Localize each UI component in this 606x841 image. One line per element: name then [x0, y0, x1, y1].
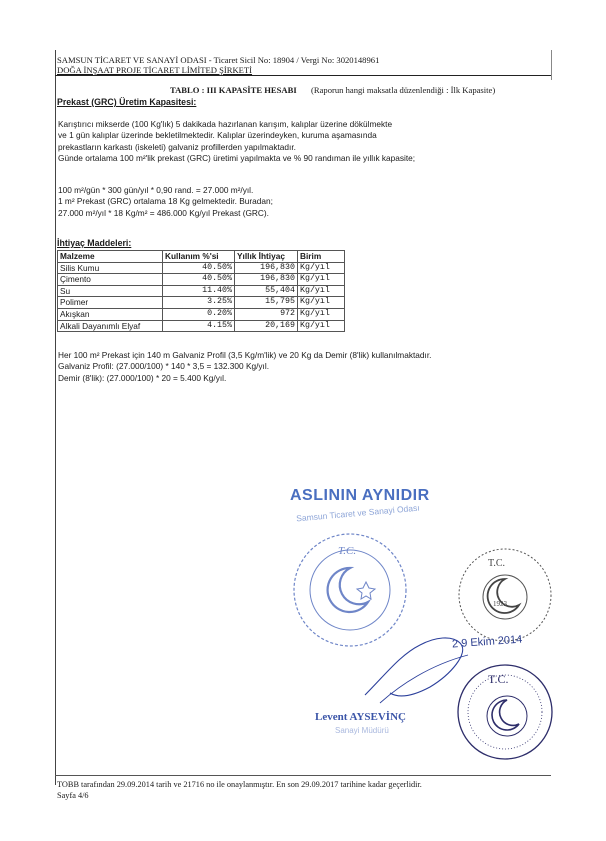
table-cell: 40.50%: [163, 274, 235, 286]
column-header: Birim: [298, 251, 345, 263]
second-seal-tc: T.C.: [488, 672, 509, 686]
aslinin-aynidir-stamp: ASLININ AYNIDIR: [290, 487, 430, 504]
paragraph-line: Galvaniz Profil: (27.000/100) * 140 * 3,5 = 132.300 Kg/yıl.: [58, 361, 270, 372]
left-margin-rule: [55, 50, 56, 785]
table-cell: Akışkan: [58, 308, 163, 320]
table-cell: 0.20%: [163, 308, 235, 320]
paragraph-line: Her 100 m² Prekast için 140 m Galvaniz Profil (3,5 Kg/m'lik) ve 20 Kg da Demir (8'lik) kullanılmaktadır.: [58, 350, 432, 360]
signer-title: Sanayi Müdürü: [335, 726, 389, 735]
table-cell: Su: [58, 285, 163, 297]
ihtiyac-heading: İhtiyaç Maddeleri:: [57, 238, 132, 248]
table-cell: Kg/yıl: [298, 297, 345, 309]
table-row: [58, 320, 345, 332]
footer-approval-text: TOBB tarafından 29.09.2014 tarih ve 21716 no ile onaylanmıştır. En son 29.09.2017 tarihine kadar geçerlidir.: [57, 780, 422, 789]
table-row: [58, 274, 345, 286]
paragraph-line: Karıştırıcı mikserde (100 Kg'lık) 5 dakikada hazırlanan karışım, kalıplar üzerine dökülmekte: [58, 119, 393, 129]
header-chamber-line: SAMSUN TİCARET VE SANAYİ ODASI - Ticaret Sicil No: 18904 / Vergi No: 3020148961: [57, 55, 380, 65]
table-cell: Kg/yıl: [298, 285, 345, 297]
tablo-title: TABLO : III KAPASİTE HESABI: [170, 85, 297, 95]
aslinin-stamp-subtitle: Samsun Ticaret ve Sanayi Odası: [295, 502, 420, 524]
table-row: [58, 297, 345, 309]
table-cell: 20,169: [235, 320, 298, 332]
table-cell: 3.25%: [163, 297, 235, 309]
header-divider: [55, 75, 551, 76]
paragraph-line: 100 m²/gün * 300 gün/yıl * 0,90 rand. = 27.000 m²/yıl.: [58, 185, 254, 195]
table-cell: 196,830: [235, 274, 298, 286]
table-cell: 55,404: [235, 285, 298, 297]
paragraph-line: 1 m² Prekast (GRC) ortalama 18 Kg gelmektedir. Buradan;: [58, 196, 273, 207]
column-header: Malzeme: [58, 251, 163, 263]
table-cell: Polimer: [58, 297, 163, 309]
table-cell: Kg/yıl: [298, 308, 345, 320]
ministry-seal-tc: T.C.: [488, 558, 506, 569]
date-stamp: 2 9 Ekim 2014: [451, 633, 523, 651]
paragraph-line: 27.000 m²/yıl * 18 Kg/m² = 486.000 Kg/yıl Prekast (GRC).: [58, 207, 269, 218]
table-cell: Kg/yıl: [298, 274, 345, 286]
column-header: Yıllık İhtiyaç: [235, 251, 298, 263]
table-cell: Çimento: [58, 274, 163, 286]
header-company-name: DOĞA İNŞAAT PROJE TİCARET LİMİTED ŞİRKETİ: [57, 65, 253, 75]
signer-name: Levent AYSEVİNÇ: [315, 711, 406, 723]
page-number: Sayfa 4/6: [57, 791, 89, 800]
header-frame-right: [551, 50, 552, 80]
paragraph-capacity-calculation: [58, 185, 273, 219]
table-cell: 15,795: [235, 297, 298, 309]
signature-icon: [360, 615, 475, 710]
footer-divider: [55, 775, 551, 776]
paragraph-line: ve 1 gün kalıplar üzerinde bekletilmektedir. Kalıplar üzerindeyken, kuruma aşamasında: [58, 130, 377, 141]
paragraph-line: prekastların karkastı (iskeleti) galvaniz profillerden yapılmaktadır.: [58, 141, 296, 152]
table-cell: Kg/yıl: [298, 262, 345, 274]
ministry-seal-year: 1923: [493, 600, 507, 608]
table-row: [58, 262, 345, 274]
table-cell: 4.15%: [163, 320, 235, 332]
table-cell: Alkali Dayanımlı Elyaf: [58, 320, 163, 332]
table-row: [58, 308, 345, 320]
table-header-row: [58, 251, 345, 263]
paragraph-galvanized-profile: [58, 350, 431, 384]
paragraph-line: Günde ortalama 100 m²'lik prekast (GRC) üretimi yapılmakta ve % 90 randıman ile yıllık kapasite;: [58, 153, 416, 164]
table-cell: Silis Kumu: [58, 262, 163, 274]
prekast-heading: Prekast (GRC) Üretim Kapasitesi:: [57, 97, 197, 107]
table-cell: 40.50%: [163, 262, 235, 274]
table-cell: 11.40%: [163, 285, 235, 297]
table-cell: 196,830: [235, 262, 298, 274]
table-cell: 972: [235, 308, 298, 320]
tablo-note: (Raporun hangi maksatla düzenlendiği : İlk Kapasite): [311, 85, 496, 95]
paragraph-line: Demir (8'lik): (27.000/100) * 20 = 5.400 Kg/yıl.: [58, 372, 227, 383]
table-cell: Kg/yıl: [298, 320, 345, 332]
materials-table: [57, 250, 345, 332]
chamber-seal-tc: T.C.: [338, 545, 357, 557]
column-header: Kullanım %'si: [163, 251, 235, 263]
table-row: [58, 285, 345, 297]
paragraph-production-process: [58, 119, 415, 165]
